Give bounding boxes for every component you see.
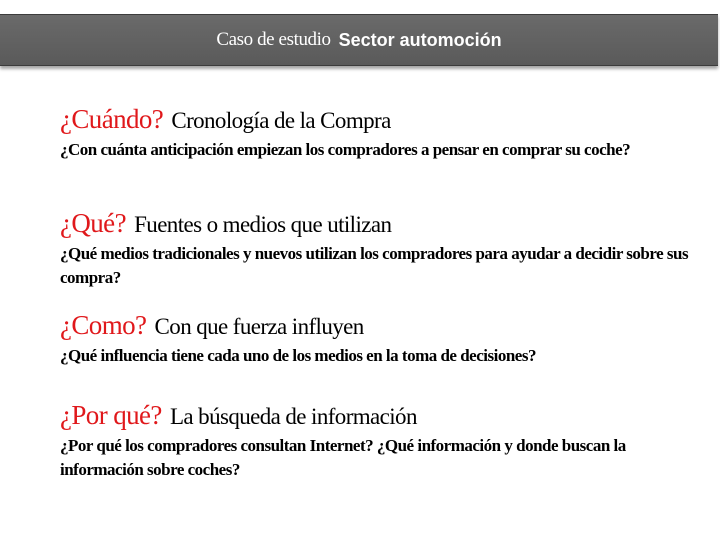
section-description: ¿Qué medios tradicionales y nuevos utilizan los compradores para ayudar a decidir sobre sus compra? [60, 244, 689, 287]
question-word: ¿Cuándo? [60, 104, 164, 134]
header-title-light: Caso de estudio [216, 29, 331, 50]
section-como [60, 310, 700, 368]
section-description: ¿Por qué los compradores consultan Internet? ¿Qué información y donde buscan la información sobre coches? [60, 436, 626, 479]
section-heading [60, 208, 700, 240]
section-por-que [60, 400, 700, 482]
section-cuando [60, 104, 700, 162]
section-description: ¿Qué influencia tiene cada uno de los medios en la toma de decisiones? [60, 346, 536, 365]
question-word: ¿Por qué? [60, 400, 162, 430]
section-topic: Con que fuerza influyen [154, 314, 364, 339]
section-topic: Cronología de la Compra [171, 108, 391, 133]
section-topic: La búsqueda de información [169, 404, 417, 429]
question-word: ¿Qué? [60, 208, 126, 238]
section-heading [60, 310, 700, 342]
section-heading [60, 104, 700, 136]
section-topic: Fuentes o medios que utilizan [134, 212, 392, 237]
section-description: ¿Con cuánta anticipación empiezan los compradores a pensar en comprar su coche? [60, 140, 631, 159]
question-word: ¿Como? [60, 310, 147, 340]
section-heading [60, 400, 700, 432]
header-title-bold: Sector automoción [338, 29, 502, 50]
section-que [60, 208, 700, 290]
header-bar [0, 14, 718, 66]
